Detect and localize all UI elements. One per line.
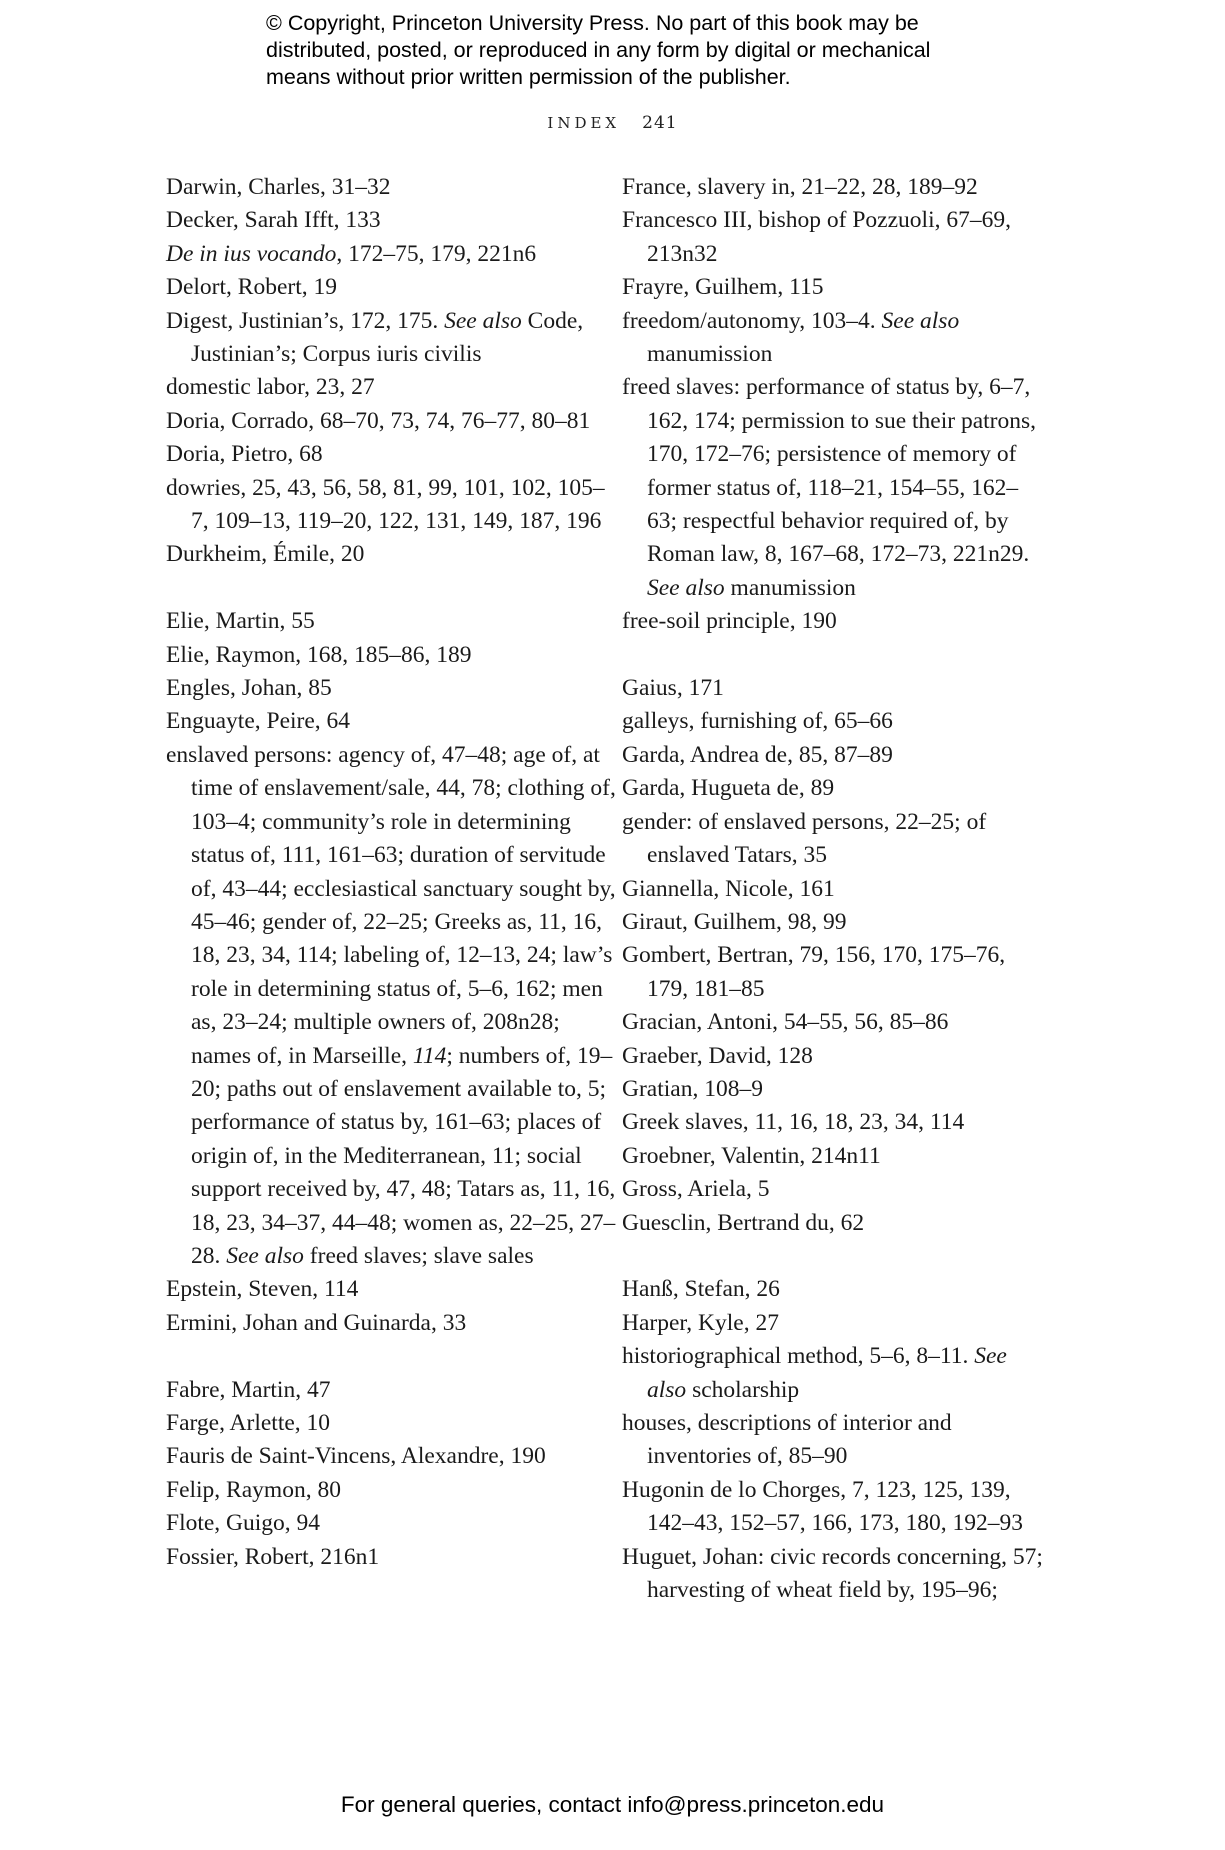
- entry-text: free-soil principle, 190: [622, 608, 837, 635]
- index-entry: [622, 806, 1047, 873]
- index-entry: [166, 472, 616, 539]
- copyright-line: means without prior written permission of the publisher.: [266, 65, 791, 89]
- index-entry: [166, 1273, 616, 1306]
- index-entry: [166, 405, 616, 438]
- index-entry: [622, 705, 1047, 738]
- index-entry: [166, 204, 616, 237]
- entry-italic-term: De in ius vocando: [166, 240, 337, 267]
- entry-text: , 172–75, 179, 221n6: [336, 240, 537, 267]
- copyright-line: distributed, posted, or reproduced in any form by digital or mechanical: [266, 38, 931, 62]
- entry-text: Engles, Johan, 85: [166, 675, 332, 702]
- see-also-label: See also: [647, 1343, 1007, 1403]
- entry-text: Graeber, David, 128: [622, 1042, 813, 1069]
- index-entry: [166, 371, 616, 404]
- entry-text: Gracian, Antoni, 54–55, 56, 85–86: [622, 1009, 949, 1036]
- entry-text: Gratian, 108–9: [622, 1075, 763, 1102]
- entry-text: Harper, Kyle, 27: [622, 1309, 779, 1336]
- entry-text: Gross, Ariela, 5: [622, 1176, 770, 1203]
- entry-text: Giannella, Nicole, 161: [622, 875, 835, 902]
- index-entry: [622, 1541, 1047, 1608]
- index-entry: [622, 739, 1047, 772]
- entry-cross-reference: Code, Justinian’s; Corpus iuris civilis: [191, 307, 584, 368]
- entry-text: Delort, Robert, 19: [166, 274, 337, 301]
- entry-text: Elie, Martin, 55: [166, 608, 315, 635]
- entry-text: Garda, Andrea de, 85, 87–89: [622, 741, 893, 768]
- index-entry: [166, 1507, 616, 1540]
- index-entry: [622, 1407, 1047, 1474]
- index-entry: [622, 1340, 1047, 1407]
- index-entry: [622, 672, 1047, 705]
- index-entry: [166, 271, 616, 304]
- index-entry: [622, 171, 1047, 204]
- entry-text: Gombert, Bertran, 79, 156, 170, 175–76, 179, 181–85: [622, 942, 1006, 1002]
- entry-text: dowries, 25, 43, 56, 58, 81, 99, 101, 102, 105–7, 109–13, 119–20, 122, 131, 149, 187, 196: [166, 474, 605, 535]
- index-entry: [622, 1474, 1047, 1541]
- copyright-notice: [266, 10, 986, 91]
- see-also-label: See also: [444, 307, 522, 334]
- entry-text: Doria, Pietro, 68: [166, 441, 323, 468]
- entry-text: freed slaves: performance of status by, 6–7, 162, 174; permission to sue their patrons, 170, 172–76; persistence of memory of former status of, 118–21, 154–55, 162–63; respectful behavior required of, by Roman law, 8, 167–68, 172–73, 221n29.: [622, 374, 1037, 568]
- index-entry: [622, 906, 1047, 939]
- see-also-label: See also: [647, 574, 725, 601]
- index-entry: [622, 1207, 1047, 1240]
- entry-cross-reference: scholarship: [686, 1376, 800, 1403]
- entry-text: Darwin, Charles, 31–32: [166, 174, 391, 200]
- index-entry: [166, 1474, 616, 1507]
- footer-contact: For general queries, contact info@press.princeton.edu: [340, 1792, 885, 1817]
- index-entry: [166, 1440, 616, 1473]
- entry-text: enslaved persons: agency of, 47–48; age of, at time of enslavement/sale, 44, 78; clothing of, 103–4; community’s role in determining status of, 111, 161–63; duration of servitude of, 43–44; ecclesiastical sanctuary sought by, 45–46; gender of, 22–25; Greeks as, 11, 16, 18, 23, 34, 114; labeling of, 12–13, 24; law’s role in determining status of, 5–6, 162; men as, 23–24; multiple owners of, 208n28; names of, in Marseille,: [166, 741, 616, 1069]
- see-also-label: See also: [226, 1242, 304, 1269]
- index-entry: [622, 1006, 1047, 1039]
- entry-text: Fauris de Saint-Vincens, Alexandre, 190: [166, 1443, 546, 1470]
- running-head: [0, 113, 1225, 133]
- index-entry: [166, 438, 616, 471]
- entry-text: Huguet, Johan: civic records concerning, 57; harvesting of wheat field by, 195–96;: [622, 1543, 1043, 1604]
- entry-cross-reference: manumission: [647, 341, 773, 368]
- entry-text: Garda, Hugueta de, 89: [622, 775, 835, 802]
- entry-text: Elie, Raymon, 168, 185–86, 189: [166, 641, 472, 668]
- index-entry: [166, 238, 616, 271]
- index-entry: [622, 1173, 1047, 1206]
- entry-text: Ermini, Johan and Guinarda, 33: [166, 1309, 467, 1336]
- entry-text: Farge, Arlette, 10: [166, 1410, 331, 1436]
- index-entry: [622, 1273, 1047, 1306]
- index-entry: [166, 171, 616, 204]
- entry-text: Decker, Sarah Ifft, 133: [166, 207, 381, 234]
- entry-text: Guesclin, Bertrand du, 62: [622, 1209, 865, 1236]
- entry-text: gender: of enslaved persons, 22–25; of enslaved Tatars, 35: [622, 808, 987, 869]
- entry-text: Fabre, Martin, 47: [166, 1376, 331, 1403]
- entry-text: freedom/autonomy, 103–4.: [622, 307, 882, 334]
- index-entry: [622, 1307, 1047, 1340]
- entry-text: Enguayte, Peire, 64: [166, 708, 351, 735]
- entry-text: Felip, Raymon, 80: [166, 1476, 341, 1503]
- copyright-line: © Copyright, Princeton University Press. No part of this book may be: [266, 11, 919, 35]
- entry-italic-page: 114: [412, 1042, 447, 1069]
- entry-text: Epstein, Steven, 114: [166, 1276, 359, 1303]
- entry-text: Fossier, Robert, 216n1: [166, 1543, 380, 1570]
- entry-text: Digest, Justinian’s, 172, 175.: [166, 307, 445, 334]
- index-entry: [622, 939, 1047, 1006]
- index-entry: [622, 1140, 1047, 1173]
- entry-cross-reference: manumission: [724, 574, 856, 601]
- index-entry: [622, 873, 1047, 906]
- entry-text: ; numbers of, 19–20; paths out of enslavement available to, 5; performance of status by, 161–63; places of origin of, in the Mediterranean, 11; social support received by, 47, 48; Tatars as, 11, 16, 18, 23, 34–37, 44–48; women as, 22–25, 27–28.: [191, 1042, 616, 1269]
- entry-text: Greek slaves, 11, 16, 18, 23, 34, 114: [622, 1109, 965, 1136]
- index-entry: [622, 271, 1047, 304]
- entry-text: historiographical method, 5–6, 8–11.: [622, 1343, 975, 1370]
- index-entry: [622, 204, 1047, 271]
- index-entry: [166, 672, 616, 705]
- index-entry: [622, 605, 1047, 638]
- entry-text: Giraut, Guilhem, 98, 99: [622, 908, 847, 935]
- entry-text: Frayre, Guilhem, 115: [622, 274, 824, 301]
- entry-text: houses, descriptions of interior and inventories of, 85–90: [622, 1410, 952, 1470]
- entry-cross-reference: freed slaves; slave sales: [303, 1242, 534, 1269]
- entry-text: Groebner, Valentin, 214n11: [622, 1142, 881, 1169]
- index-entry: [166, 1374, 616, 1407]
- running-head-label: INDEX: [547, 114, 621, 132]
- index-column-right: [622, 171, 1047, 1607]
- entry-text: Flote, Guigo, 94: [166, 1510, 321, 1537]
- index-entry: [622, 371, 1047, 605]
- index-entry: [166, 605, 616, 638]
- page-number: 241: [642, 113, 678, 133]
- entry-text: Durkheim, Émile, 20: [166, 541, 365, 568]
- index-entry: [166, 739, 616, 1274]
- entry-text: Hugonin de lo Chorges, 7, 123, 125, 139, 142–43, 152–57, 166, 173, 180, 192–93: [622, 1476, 1023, 1537]
- index-entry: [166, 705, 616, 738]
- index-entry: [166, 1407, 616, 1440]
- index-entry: [166, 1541, 616, 1574]
- index-entry: [166, 538, 616, 571]
- entry-text: Francesco III, bishop of Pozzuoli, 67–69, 213n32: [622, 207, 1011, 267]
- entry-text: Hanß, Stefan, 26: [622, 1276, 780, 1303]
- entry-text: Gaius, 171: [622, 675, 724, 702]
- index-entry: [622, 1073, 1047, 1106]
- entry-text: domestic labor, 23, 27: [166, 374, 375, 401]
- entry-text: Doria, Corrado, 68–70, 73, 74, 76–77, 80–81: [166, 407, 591, 434]
- index-column-left: [166, 171, 616, 1574]
- index-entry: [622, 772, 1047, 805]
- index-entry: [166, 639, 616, 672]
- index-entry: [622, 1106, 1047, 1139]
- entry-text: galleys, furnishing of, 65–66: [622, 708, 893, 735]
- index-entry: [622, 1040, 1047, 1073]
- index-entry: [166, 305, 616, 372]
- see-also-label: See also: [881, 307, 960, 334]
- index-entry: [166, 1307, 616, 1340]
- index-entry: [622, 305, 1047, 372]
- entry-text: France, slavery in, 21–22, 28, 189–92: [622, 174, 978, 200]
